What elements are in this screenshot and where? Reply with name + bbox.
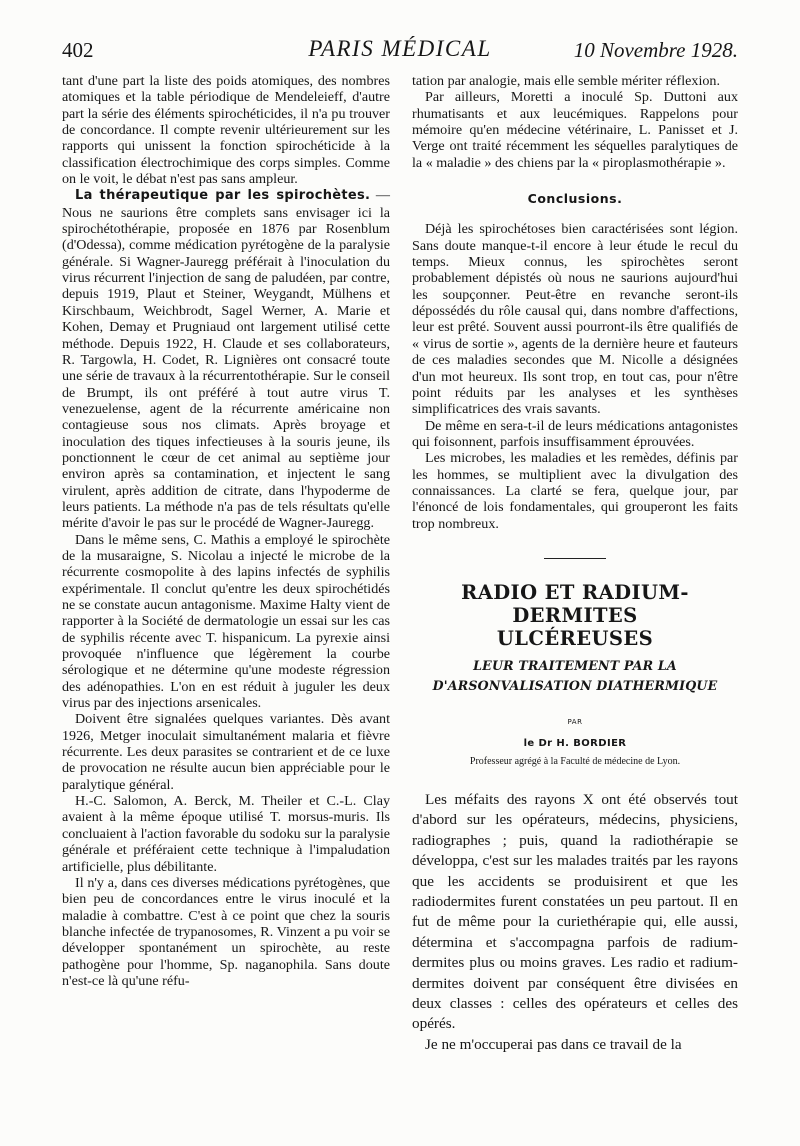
paragraph: tant d'une part la liste des poids atomiques, des nombres atomiques et la table périodique de Mendeleieff, d'autre part la série des éléments spirochéticides, il n'a pu trouver de concordance. Il compte revenir ultérieurement sur les rapports qui unissent la fonction spirochéticide à la classification électrochimique des corps simples. Comme on le voit, le débat n'est pas sans ampleur. <box>62 73 390 188</box>
section-heading-therapeutique: La thérapeutique par les spirochètes. <box>75 188 371 204</box>
paragraph: De même en sera-t-il de leurs médications antagonistes qui foisonnent, parfois insuffisamment éprouvées. <box>412 417 738 450</box>
author-affiliation: Professeur agrégé à la Faculté de médecine de Lyon. <box>469 755 681 767</box>
left-column <box>62 73 390 989</box>
article-subtitle-line: LEUR TRAITEMENT PAR LA <box>473 657 677 673</box>
byline-par: PAR <box>567 717 583 726</box>
issue-date: 10 Novembre 1928. <box>573 38 738 62</box>
paragraph: Les microbes, les maladies et les remèdes, définis par les hommes, se multiplient avec la divulgation des connaissances. La clarté se fera, quelque jour, par l'énoncé de lois fondamentales, qui grouperont les faits trop nombreux. <box>412 450 738 532</box>
paragraph: Par ailleurs, Moretti a inoculé Sp. Duttoni aux rhumatisants et aux leucémiques. Rappelons pour mémoire qu'en médecine vétérinaire, L. Panisset et J. Verge ont traité récemment les séquelles paralytiques de la « maladie » des chiens par la « piroplasmothérapie ». <box>412 89 738 171</box>
paragraph: Déjà les spirochétoses bien caractérisées sont légion. Sans doute manque-t-il encore à leur étude le recul du temps. Mieux connus, les spirochètes seront probablement dépistés où nous ne saurions aujourd'hui les soupçonner. Peut-être en revanche seront-ils dépossédés du rôle causal qui, dans nombre d'affections, leur est prêté. Souvent aussi pourront-ils être qualifiés de « virus de sortie », agents de la dernière heure et fauteurs de ces maladies secondes que M. Nicolle a désignées d'un mot heureux. Ils sont trop, en tout cas, pour n'être point réduits par les analyses et les synthèses simplificatrices des vrais savants. <box>412 221 738 418</box>
article-body <box>412 790 738 1055</box>
article-title-line: ULCÉREUSES <box>496 626 654 650</box>
article-title <box>412 581 738 650</box>
paragraph: Doivent être signalées quelques variantes. Dès avant 1926, Metger inoculait simultanément malaria et fièvre récurrente. Les deux parasites se contrarient et de ce luxe de provocation ne résulte aucun bien appréciable pour le paralytique général. <box>62 711 390 793</box>
page-header <box>62 36 738 66</box>
paragraph: Il n'y a, dans ces diverses médications pyrétogènes, que bien peu de concordances entre le virus inoculé et la maladie à combattre. C'est à ce point que chez la souris blanche infectée de trypanosomes, R. Vinzent a pu voir se développer spontanément un spirochète, au reste pathogène pour l'homme, Sp. naganophila. Sans doute n'est-ce là qu'une réfu- <box>62 874 390 989</box>
article-subtitle-line: D'ARSONVALISATION DIATHERMIQUE <box>432 677 718 693</box>
paragraph <box>62 187 390 531</box>
paragraph: tation par analogie, mais elle semble mériter réflexion. <box>412 73 720 89</box>
page-number: 402 <box>62 38 94 62</box>
paragraph: Les méfaits des rayons X ont été observés tout d'abord sur les opérateurs, médecins, physiciens, radiographes ; puis, quand la radiothérapie se développa, c'est sur les malades traités par les rayons que les accidents se produisirent et que les radiodermites furent constatées un peu partout. Il en fut de même pour la curiethérapie qui, elle aussi, détermina et s'accompagna parfois de radium-dermites plus ou moins graves. Les radio et radium-dermites doivent par conséquent être divisées en deux classes : celles des opérateurs et celles des opérés. <box>412 790 738 1033</box>
article-title-line: RADIO ET RADIUM-DERMITES <box>461 580 689 627</box>
paragraph: Je ne m'occuperai pas dans ce travail de la <box>425 1035 682 1053</box>
right-column <box>412 73 738 1055</box>
author-name: le Dr H. BORDIER <box>523 738 627 750</box>
paragraph: H.-C. Salomon, A. Berck, M. Theiler et C.-L. Clay avaient à la même époque utilisé T. morsus-muris. Ils concluaient à l'action favorable du sodoku sur la paralysie générale et préféraient cette technique à l'impaludation artificielle, plus débilitante. <box>62 793 390 875</box>
conclusions-heading: Conclusions. <box>527 191 623 207</box>
journal-title: PARIS MÉDICAL <box>308 36 492 61</box>
section-divider <box>544 558 606 559</box>
paragraph: Dans le même sens, C. Mathis a employé le spirochète de la musaraigne, S. Nicolau a injecté le microbe de la récurrente cosmopolite à des lapins infectés de syphilis expérimentale. Il conclut qu'entre les deux spirochétidés ne se constate aucun antagonisme. Maxime Halty vient de rapporter à la Société de dermatologie un essai sur les cas de syphilis récente avec T. hispanicum. La pyrexie ainsi provoquée n'influence que légèrement la courbe sérologique et ne détermine qu'une modeste régression des adénopathies. L'on en est réduit à juguler les deux virus par des injections arsenicales. <box>62 531 390 712</box>
article-subtitle <box>412 656 738 696</box>
paragraph-text: — Nous ne saurions être complets sans envisager ici la spirochétothérapie, proposée en 1876 par Rosenblum (d'Odessa), comme médication pyrétogène de la paralysie générale. Si Wagner-Jauregg préférait à l'inoculation du virus récurrent l'injection de sang de paludéen, par contre, depuis 1919, Plaut et Steiner, Weygandt, Mülhens et Kirschbaum, Weichbrodt, Sagel Werner, A. Marie et Kohen, Demay et Prugniaud ont largement utilisé cette méthode. Depuis 1922, H. Claude et ses collaborateurs, R. Targowla, H. Codet, R. Lignières ont consacré toute une série de travaux à la récurrentothérapie. Sur le conseil de Brumpt, ils ont préféré à tout autre virus T. venezuelense, agent de la récurrente américaine non contagieuse sous nos climats. Après broyage et inoculation des tiques infectieuses à la souris jeune, ils ponctionnent le cœur de cet animal au septième jour environ après sa contamination, et injectent le sang virulent, après addition de citrate, dans l'hypoderme de leurs patients. La méthode n'a pas de tels résultats qu'elle mérite d'avoir le pas sur le procédé de Wagner-Jauregg. <box>62 187 390 532</box>
